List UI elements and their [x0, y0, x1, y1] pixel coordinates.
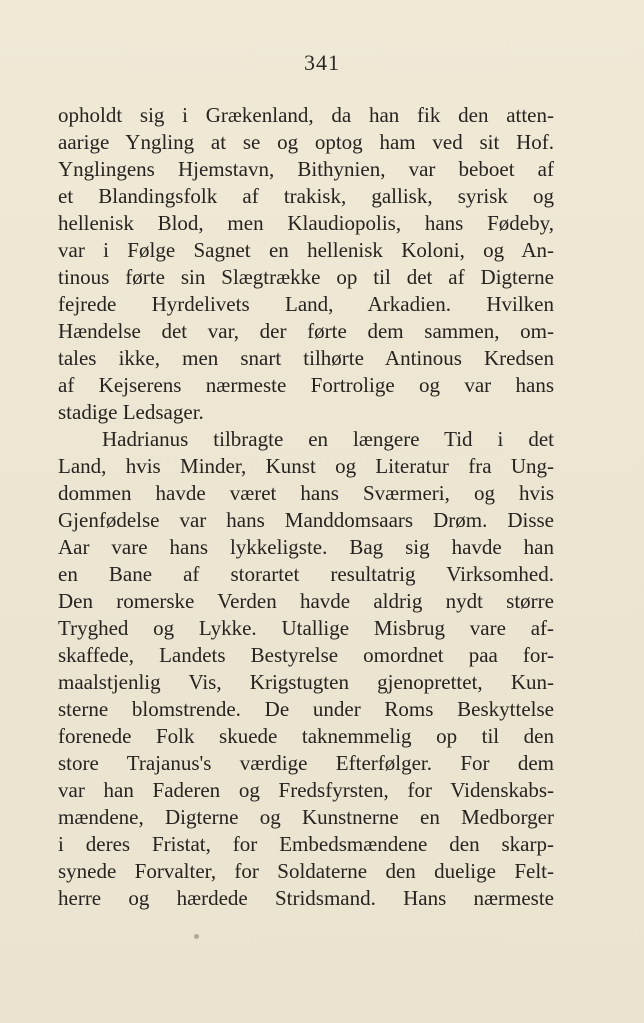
text-line: Hændelse det var, der førte dem sammen, om- [58, 319, 554, 343]
text-line: i deres Fristat, for Embedsmændene den skarp- [58, 832, 554, 856]
paragraph-start-line: Hadrianus tilbragte en længere Tid i det [102, 427, 554, 451]
body-text [58, 102, 554, 912]
text-line: forenede Folk skuede taknemmelig op til den [58, 724, 554, 748]
text-line: mændene, Digterne og Kunstnerne en Medborger [58, 805, 554, 829]
text-line: tales ikke, men snart tilhørte Antinous Kredsen [58, 346, 554, 370]
text-line: af Kejserens nærmeste Fortrolige og var hans [58, 373, 554, 397]
text-line: tinous førte sin Slægtrække op til det af Digterne [58, 265, 554, 289]
text-line: hellenisk Blod, men Klaudiopolis, hans Fødeby, [58, 211, 554, 235]
text-line: store Trajanus's værdige Efterfølger. For dem [58, 751, 554, 775]
text-line: dommen havde været hans Sværmeri, og hvis [58, 481, 554, 505]
text-line: aarige Yngling at se og optog ham ved sit Hof. [58, 130, 554, 154]
text-line: Gjenfødelse var hans Manddomsaars Drøm. Disse [58, 508, 554, 532]
text-line: Land, hvis Minder, Kunst og Literatur fra Ung- [58, 454, 554, 478]
text-line: fejrede Hyrdelivets Land, Arkadien. Hvilken [58, 292, 554, 316]
text-line: synede Forvalter, for Soldaterne den duelige Felt- [58, 859, 554, 883]
text-line: Den romerske Verden havde aldrig nydt større [58, 589, 554, 613]
text-line: herre og hærdede Stridsmand. Hans nærmeste [58, 886, 554, 910]
text-line: sterne blomstrende. De under Roms Beskyttelse [58, 697, 554, 721]
text-line: Aar vare hans lykkeligste. Bag sig havde han [58, 535, 554, 559]
text-line: maalstjenlig Vis, Krigstugten gjenoprettet, Kun- [58, 670, 554, 694]
text-line: skaffede, Landets Bestyrelse omordnet paa for- [58, 643, 554, 667]
page-number: 341 [304, 50, 340, 75]
text-line: en Bane af storartet resultatrig Virksomhed. [58, 562, 554, 586]
text-line: opholdt sig i Grækenland, da han fik den atten- [58, 103, 554, 127]
text-line: var i Følge Sagnet en hellenisk Koloni, og An- [58, 238, 554, 262]
paragraph-end-line: stadige Ledsager. [58, 400, 204, 424]
text-line: var han Faderen og Fredsfyrsten, for Videnskabs- [58, 778, 554, 802]
text-line: Ynglingens Hjemstavn, Bithynien, var beboet af [58, 157, 554, 181]
ink-speck [194, 934, 199, 939]
text-line: Tryghed og Lykke. Utallige Misbrug vare af- [58, 616, 554, 640]
text-line: et Blandingsfolk af trakisk, gallisk, syrisk og [58, 184, 554, 208]
